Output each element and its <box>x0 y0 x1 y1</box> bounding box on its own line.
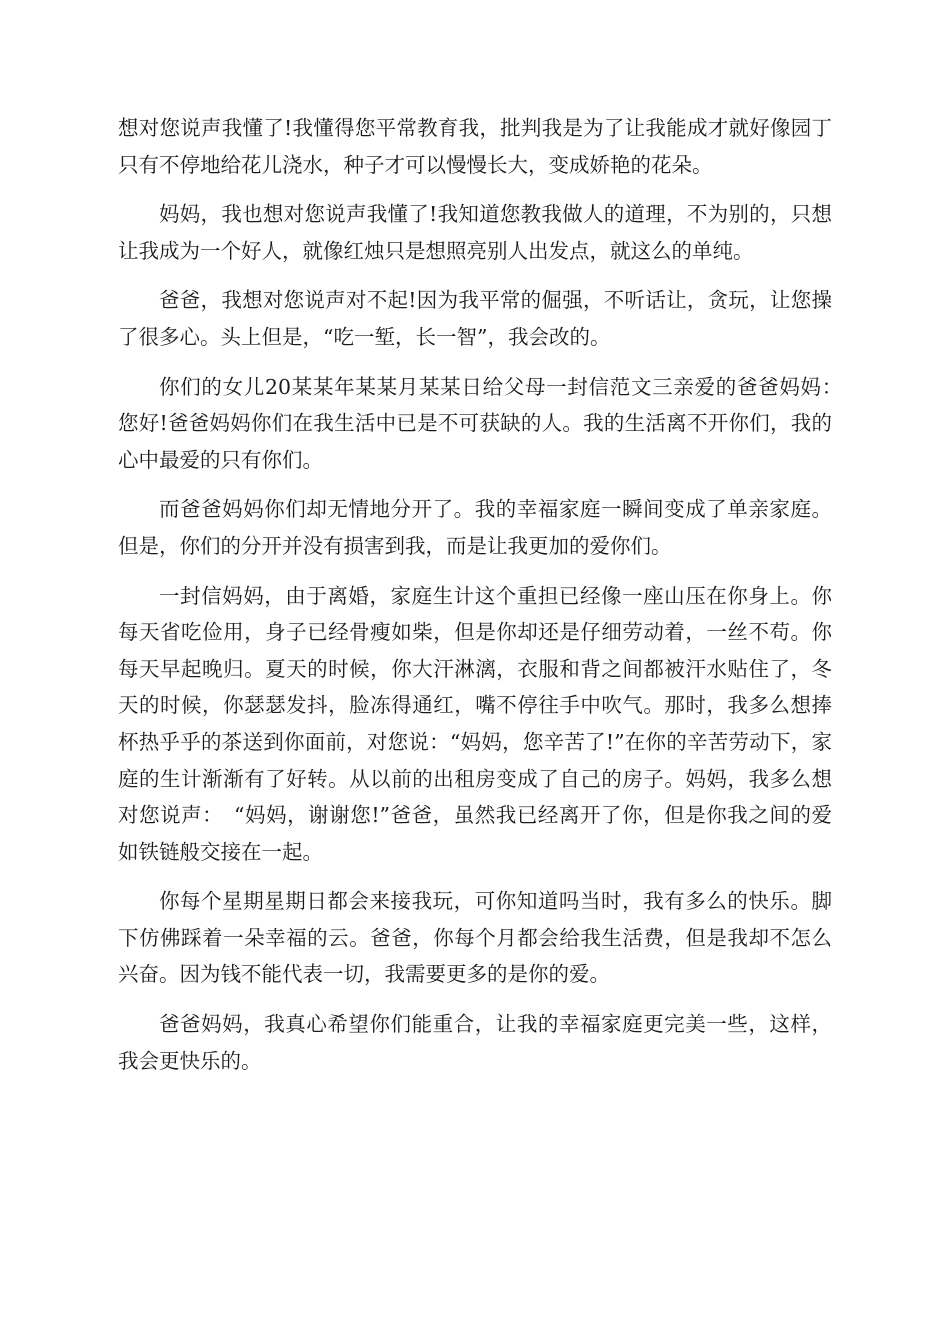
paragraph-3: 爸爸，我想对您说声对不起!因为我平常的倔强，不听话让，贪玩，让您操了很多心。头上但是，“吃一堑，长一智”，我会改的。 <box>118 288 832 349</box>
paragraph-5: 而爸爸妈妈你们却无情地分开了。我的幸福家庭一瞬间变成了单亲家庭。但是，你们的分开并没有损害到我，而是让我更加的爱你们。 <box>118 497 832 558</box>
document-body <box>118 110 873 1092</box>
paragraph-2: 妈妈，我也想对您说声我懂了!我知道您教我做人的道理，不为别的，只想让我成为一个好人，就像红烛只是想照亮别人出发点，就这么的单纯。 <box>118 202 832 263</box>
paragraph-7: 你每个星期星期日都会来接我玩，可你知道吗当时，我有多么的快乐。脚下仿佛踩着一朵幸福的云。爸爸，你每个月都会给我生活费，但是我却不怎么兴奋。因为钱不能代表一切，我需要更多的是你的爱。 <box>118 889 832 987</box>
paragraph-8: 爸爸妈妈，我真心希望你们能重合，让我的幸福家庭更完美一些，这样，我会更快乐的。 <box>118 1012 832 1073</box>
paragraph-6: 一封信妈妈，由于离婚，家庭生计这个重担已经像一座山压在你身上。你每天省吃俭用，身子已经骨瘦如柴，但是你却还是仔细劳动着，一丝不苟。你每天早起晚归。夏天的时候，你大汗淋漓，衣服和背之间都被汗水贴住了，冬天的时候，你瑟瑟发抖，脸冻得通红，嘴不停往手中吹气。那时，我多么想捧杯热乎乎的茶送到你面前，对您说：“妈妈，您辛苦了!”在你的辛苦劳动下，家庭的生计渐渐有了好转。从以前的出租房变成了自己的房子。妈妈，我多么想对您说声： “妈妈，谢谢您!”爸爸，虽然我已经离开了你，但是你我之间的爱如铁链般交接在一起。 <box>118 583 832 864</box>
paragraph-4: 你们的女儿20某某年某某月某某日给父母一封信范文三亲爱的爸爸妈妈： 您好!爸爸妈妈你们在我生活中已是不可获缺的人。我的生活离不开你们，我的心中最爱的只有你们。 <box>118 374 873 472</box>
paragraph-1: 想对您说声我懂了!我懂得您平常教育我，批判我是为了让我能成才就好像园丁只有不停地给花儿浇水，种子才可以慢慢长大，变成娇艳的花朵。 <box>118 116 832 177</box>
